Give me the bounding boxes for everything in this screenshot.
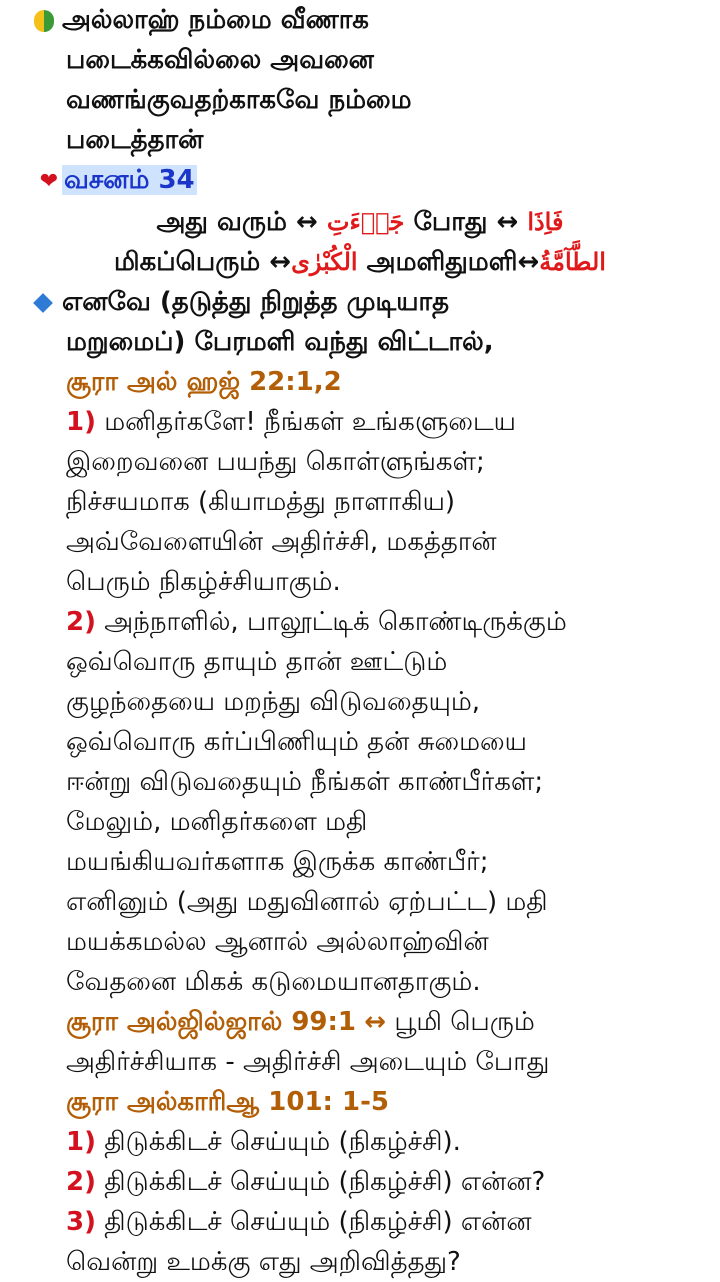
arrow-icon: ↔ — [496, 207, 519, 237]
verse-line: மயக்கமல்ல ஆனால் அல்லாஹ்வின் — [66, 927, 489, 957]
verse-line: நிச்சயமாக (கியாமத்து நாளாகிய) — [66, 487, 456, 517]
verse-line: மயங்கியவர்களாக இருக்க காண்பீர்; — [66, 847, 489, 877]
tamil-word: அமளிதுமளி — [366, 247, 518, 277]
summary-line-1: எனவே (தடுத்து நிறுத்த முடியாத — [66, 282, 690, 322]
sura-title-qaria: சூரா அல்காரிஆ 101: 1-5 — [66, 1087, 389, 1117]
verse-label-line — [39, 160, 690, 202]
blue-diamond-icon — [33, 293, 53, 313]
beginner-leaf-icon — [34, 10, 54, 32]
verse-line: 3) திடுக்கிடச் செய்யும் (நிகழ்ச்சி) என்ன — [66, 1207, 532, 1237]
sura-zalzala-line: சூரா அல்ஜில்ஜால் 99:1 ↔ பூமி பெரும் — [66, 1007, 535, 1037]
verse-line: ஒவ்வொரு கர்ப்பிணியும் தன் சுமையை — [66, 727, 527, 757]
intro-line-4: படைத்தான் — [66, 125, 204, 155]
arabic-word: فَاِذَا — [527, 207, 564, 236]
intro-line-1: அல்லாஹ் நம்மை வீணாக — [66, 0, 690, 40]
verse-line: வென்று உமக்கு எது அறிவித்தது? — [66, 1247, 461, 1277]
summary-line-2: மறுமைப்) பேரமளி வந்து விட்டால், — [66, 327, 494, 357]
arrow-icon: ↔ — [517, 247, 540, 277]
verse-line: இறைவனை பயந்து கொள்ளுங்கள்; — [66, 447, 485, 477]
arrow-icon: ↔ — [296, 207, 318, 237]
verse-line: மேலும், மனிதர்களை மதி — [66, 807, 368, 837]
verse-line: 1) திடுக்கிடச் செய்யும் (நிகழ்ச்சி). — [66, 1127, 461, 1157]
arrow-icon: ↔ — [269, 247, 292, 277]
intro-line-2: படைக்கவில்லை அவனை — [66, 45, 374, 75]
tamil-word: அது வரும் — [156, 207, 287, 237]
arabic-word: جَاۤءَتِ — [326, 207, 405, 236]
sura-title-zalzala: சூரா அல்ஜில்ஜால் 99:1 — [66, 1007, 357, 1037]
verse-line: 2) அந்நாளில், பாலூட்டிக் கொண்டிருக்கும் — [66, 607, 567, 637]
verse-line: வேதனை மிகக் கடுமையானதாகும். — [66, 967, 481, 997]
verse-line: 1) மனிதர்களே! நீங்கள் உங்களுடைய — [66, 407, 516, 437]
verse-line: எனினும் (அது மதுவினால் ஏற்பட்ட) மதி — [66, 887, 548, 917]
verse-line: அவ்வேளையின் அதிர்ச்சி, மகத்தான் — [66, 527, 497, 557]
sura-zalzala-line-2: அதிர்ச்சியாக - அதிர்ச்சி அடையும் போது — [66, 1047, 550, 1077]
arabic-word: الطَّآمَّةُ — [539, 247, 606, 276]
tamil-word: போது — [413, 207, 488, 237]
tamil-word: மிகப்பெரும் — [114, 247, 261, 277]
verse-line: பெரும் நிகழ்ச்சியாகும். — [66, 567, 341, 597]
verse-line: குழந்தையை மறந்து விடுவதையும், — [66, 687, 481, 717]
verse-label: வசனம் 34 — [64, 165, 195, 195]
arabic-line-1 — [30, 202, 690, 242]
arabic-line-2 — [30, 242, 690, 282]
arabic-word: الْكُبْرٰى — [291, 247, 358, 276]
arrow-icon: ↔ — [364, 1007, 387, 1037]
intro-line-3: வணங்குவதற்காகவே நம்மை — [66, 85, 412, 115]
verse-line: 2) திடுக்கிடச் செய்யும் (நிகழ்ச்சி) என்ன? — [66, 1167, 546, 1197]
heart-icon: ❤ — [39, 169, 59, 194]
verse-line: ஈன்று விடுவதையும் நீங்கள் காண்பீர்கள்; — [66, 767, 544, 797]
verse-line: ஒவ்வொரு தாயும் தான் ஊட்டும் — [66, 647, 448, 677]
sura-title-hajj: சூரா அல் ஹஜ் 22:1,2 — [66, 367, 342, 397]
